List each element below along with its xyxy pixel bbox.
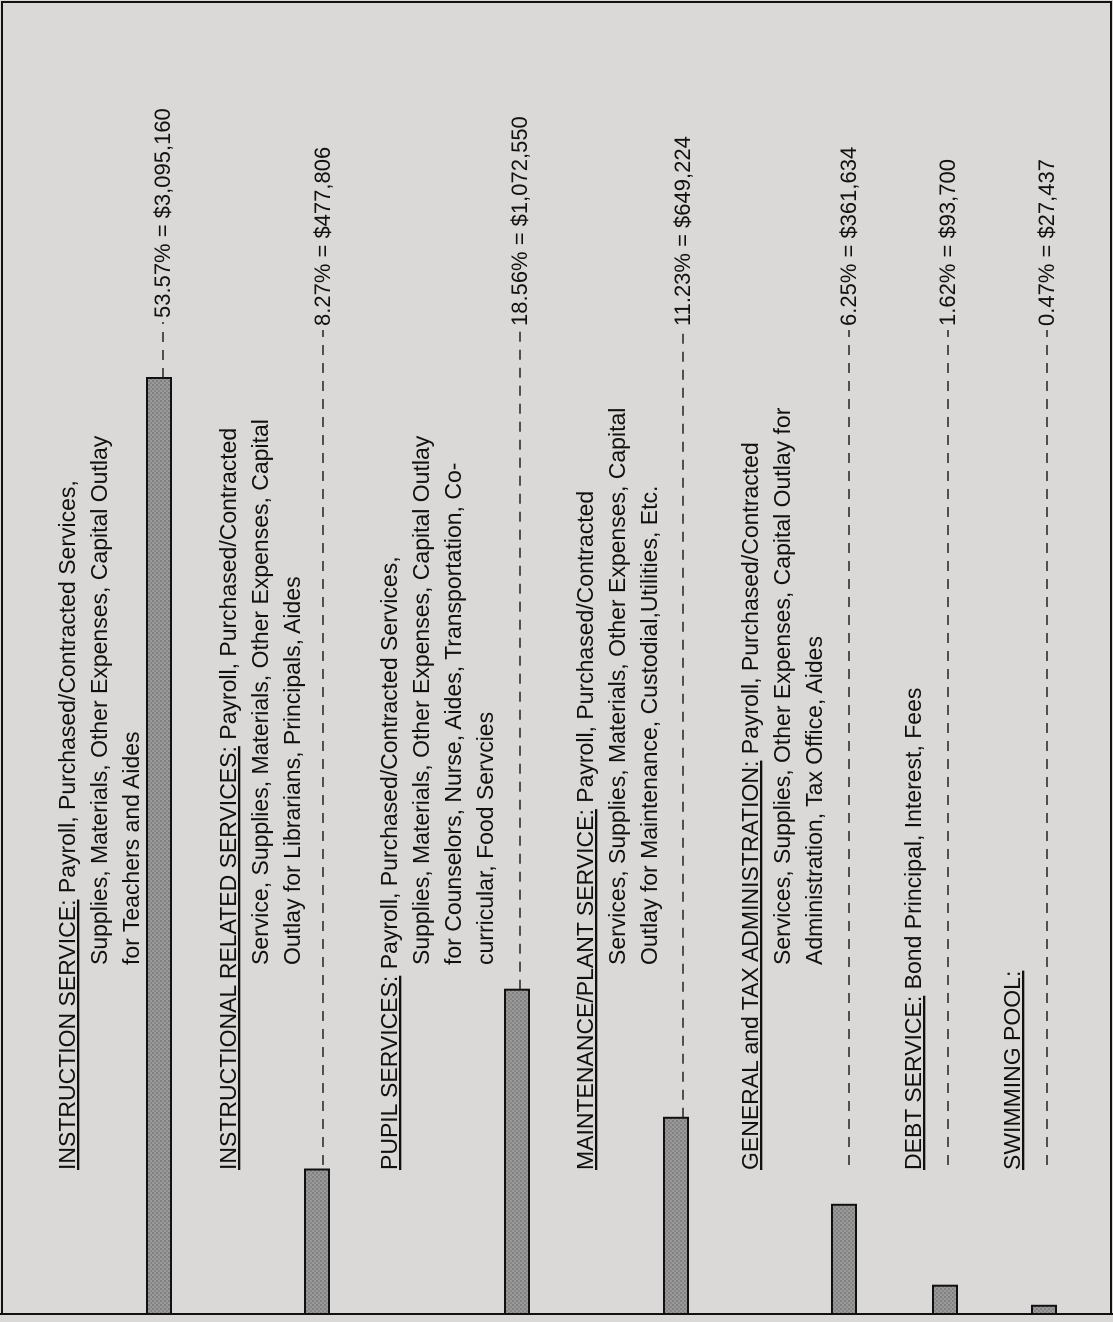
category-label-5: GENERAL and TAX ADMINISTRATION: Payroll, Purchased/Contracted xyxy=(737,442,763,1170)
category-desc-1-1: Supplies, Materials, Other Expenses, Capital Outlay xyxy=(86,435,112,965)
category-label-4: MAINTENANCE/PLANT SERVICE: Payroll, Purchased/Contracted xyxy=(572,490,598,1170)
bar-5 xyxy=(832,1205,856,1314)
category-label-2: INSTRUCTIONAL RELATED SERVICES: Payroll, Purchased/Contracted xyxy=(215,427,241,1170)
category-desc-2-1: Service, Supplies, Materials, Other Expenses, Capital xyxy=(247,419,273,965)
text-layer xyxy=(54,108,1059,1170)
bar-4 xyxy=(664,1118,688,1314)
value-label-5: 6.25% = $361,634 xyxy=(836,146,861,326)
value-label-2: 8.27% = $477,806 xyxy=(310,146,335,326)
value-label-4: 11.23% = $649,224 xyxy=(670,136,695,326)
category-desc-1-2: for Teachers and Aides xyxy=(118,731,144,965)
category-desc-4-1: Services, Supplies, Materials, Other Expenses, Capital xyxy=(604,407,630,965)
category-desc-5-2: Administration, Tax Office, Aides xyxy=(801,636,827,965)
bar-1 xyxy=(147,378,171,1314)
category-label-3: PUPIL SERVICES: Payroll, Purchased/Contracted Services, xyxy=(376,556,402,1170)
category-desc-3-3: curricular, Food Servcies xyxy=(472,711,498,965)
category-desc-3-1: Supplies, Materials, Other Expenses, Capital Outlay xyxy=(408,435,434,965)
bar-7 xyxy=(1032,1306,1056,1314)
bar-3 xyxy=(505,990,529,1314)
category-desc-3-2: for Counselors, Nurse, Aides, Transportation, Co- xyxy=(440,462,466,965)
value-label-6: 1.62% = $93,700 xyxy=(935,159,960,326)
category-label-6: DEBT SERVICE: Bond Principal, Interest, Fees xyxy=(900,687,926,1170)
category-desc-4-2: Outlay for Maintenance, Custodial,Utilities, Etc. xyxy=(636,485,662,965)
value-label-3: 18.56% = $1,072,550 xyxy=(507,116,532,326)
category-label-1: INSTRUCTION SERVICE: Payroll, Purchased/Contracted Services, xyxy=(54,480,80,1170)
bar-2 xyxy=(305,1170,329,1314)
category-label-7: SWIMMING POOL: xyxy=(999,970,1025,1170)
category-desc-5-1: Services, Supplies, Other Expenses, Capital Outlay for xyxy=(769,407,795,965)
value-label-1: 53.57% = $3,095,160 xyxy=(150,108,175,318)
bar-6 xyxy=(933,1286,957,1314)
category-desc-2-2: Outlay for Librarians, Principals, Aides xyxy=(279,576,305,965)
value-label-7: 0.47% = $27,437 xyxy=(1034,159,1059,326)
